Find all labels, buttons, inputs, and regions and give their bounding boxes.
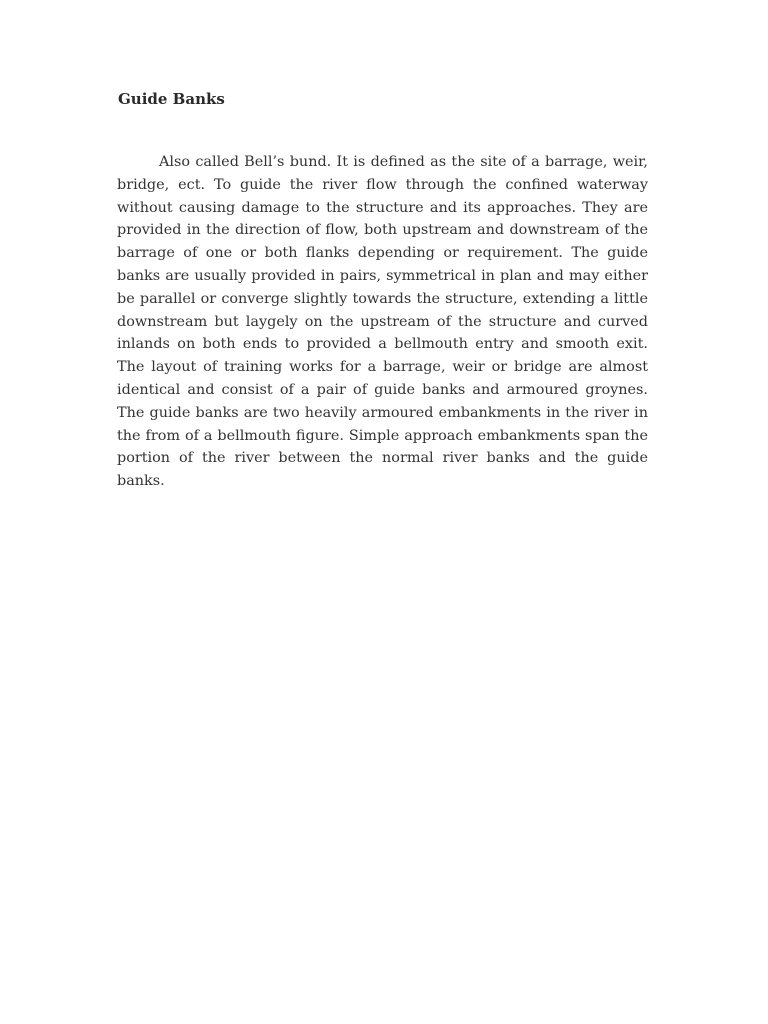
section-heading: Guide Banks <box>118 90 225 108</box>
body-paragraph: Also called Bell’s bund. It is defined as the site of a barrage, weir, bridge, ect. To guide the river flow through the confined waterway without causing damage to the structure and its approaches. They are provided in the direction of flow, both upstream and downstream of the barrage of one or both flanks depending or requirement. The guide banks are usually provided in pairs, symmetrical in plan and may either be parallel or converge slightly towards the structure, extending a little downstream but laygely on the upstream of the structure and curved inlands on both ends to provided a bellmouth entry and smooth exit. The layout of training works for a barrage, weir or bridge are almost identical and consist of a pair of guide banks and armoured groynes. The guide banks are two heavily armoured embankments in the river in the from of a bellmouth figure. Simple approach embankments span the portion of the river between the normal river banks and the guide banks. <box>117 154 648 490</box>
